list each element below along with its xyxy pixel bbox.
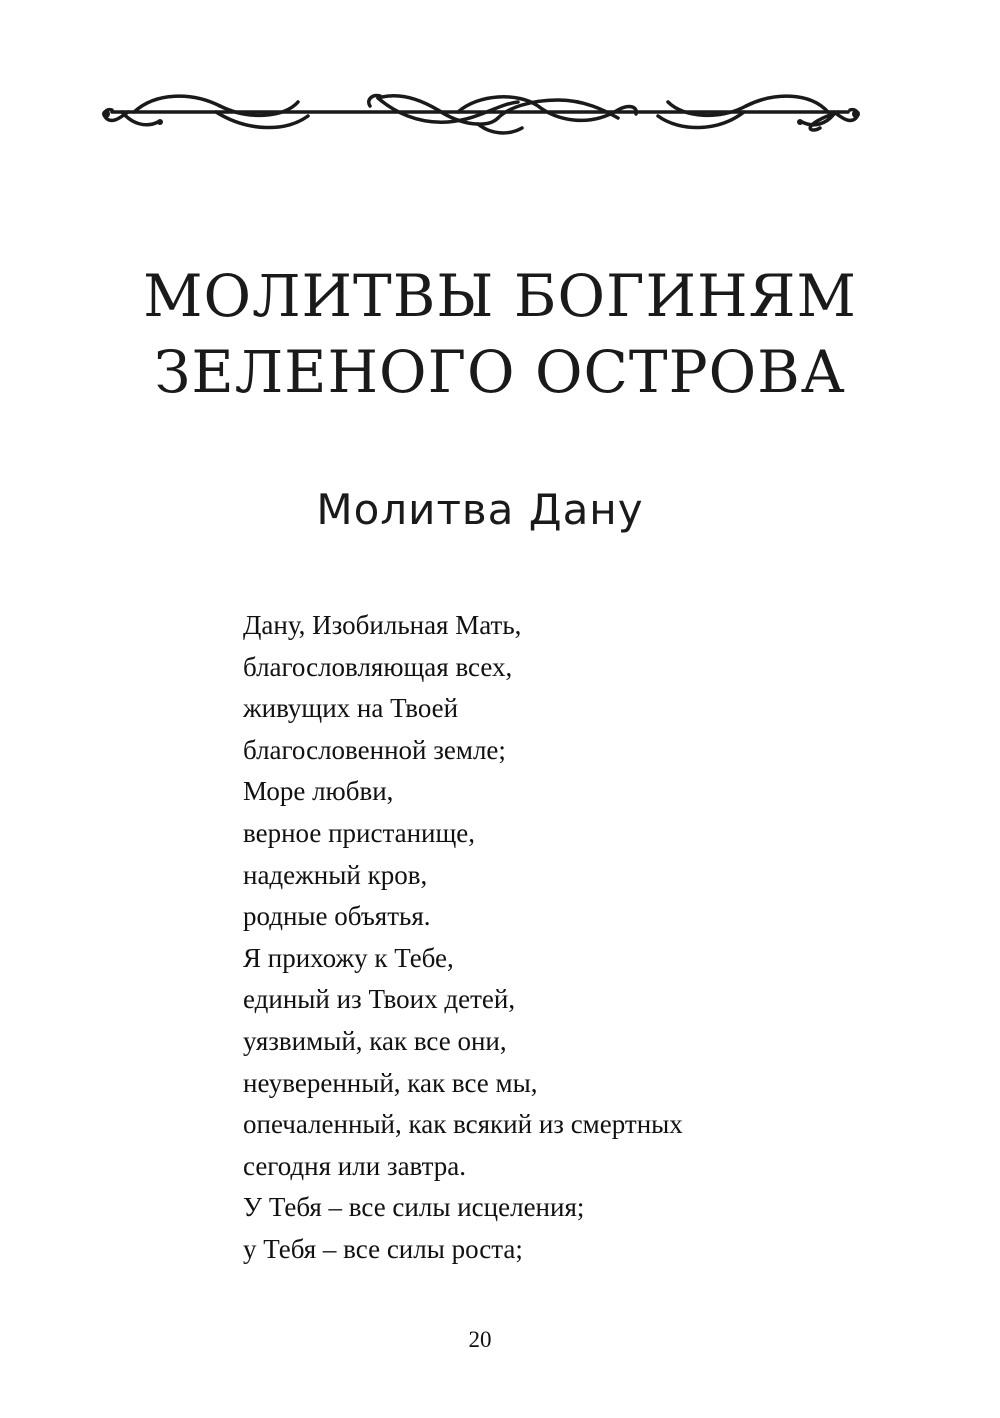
poem-line: надежный кров, (243, 859, 428, 890)
chapter-title (0, 258, 1000, 410)
poem-line: благословляющая всех, (243, 651, 513, 682)
poem-line: Я прихожу к Тебе, (243, 942, 454, 973)
prayer-title: Молитва Дану (316, 485, 644, 534)
poem-line: сегодня или завтра. (243, 1150, 466, 1181)
poem-line: неуверенный, как все мы, (243, 1067, 538, 1098)
chapter-title-line-1: МОЛИТВЫ БОГИНЯМ (143, 262, 857, 330)
poem-line: верное пристанище, (243, 817, 476, 848)
poem-line: живущих на Твоей (243, 693, 459, 724)
poem-line: благословенной земле; (243, 734, 506, 765)
poem-line: Дану, Изобильная Мать, (243, 610, 522, 640)
poem-text (243, 605, 803, 1271)
poem-line: У Тебя – все силы исцеления; (243, 1192, 585, 1223)
ornamental-divider (98, 88, 862, 144)
poem-line: родные объятья. (243, 901, 431, 932)
poem-line: у Тебя – все силы роста; (243, 1233, 523, 1264)
poem-line: Море любви, (243, 776, 394, 807)
chapter-title-line-2: ЗЕЛЕНОГО ОСТРОВА (154, 338, 846, 406)
poem-line: опечаленный, как всякий из смертных (243, 1109, 683, 1140)
page-number: 20 (468, 1327, 492, 1352)
poem-line: единый из Твоих детей, (243, 984, 516, 1015)
poem-line: уязвимый, как все они, (243, 1025, 507, 1056)
